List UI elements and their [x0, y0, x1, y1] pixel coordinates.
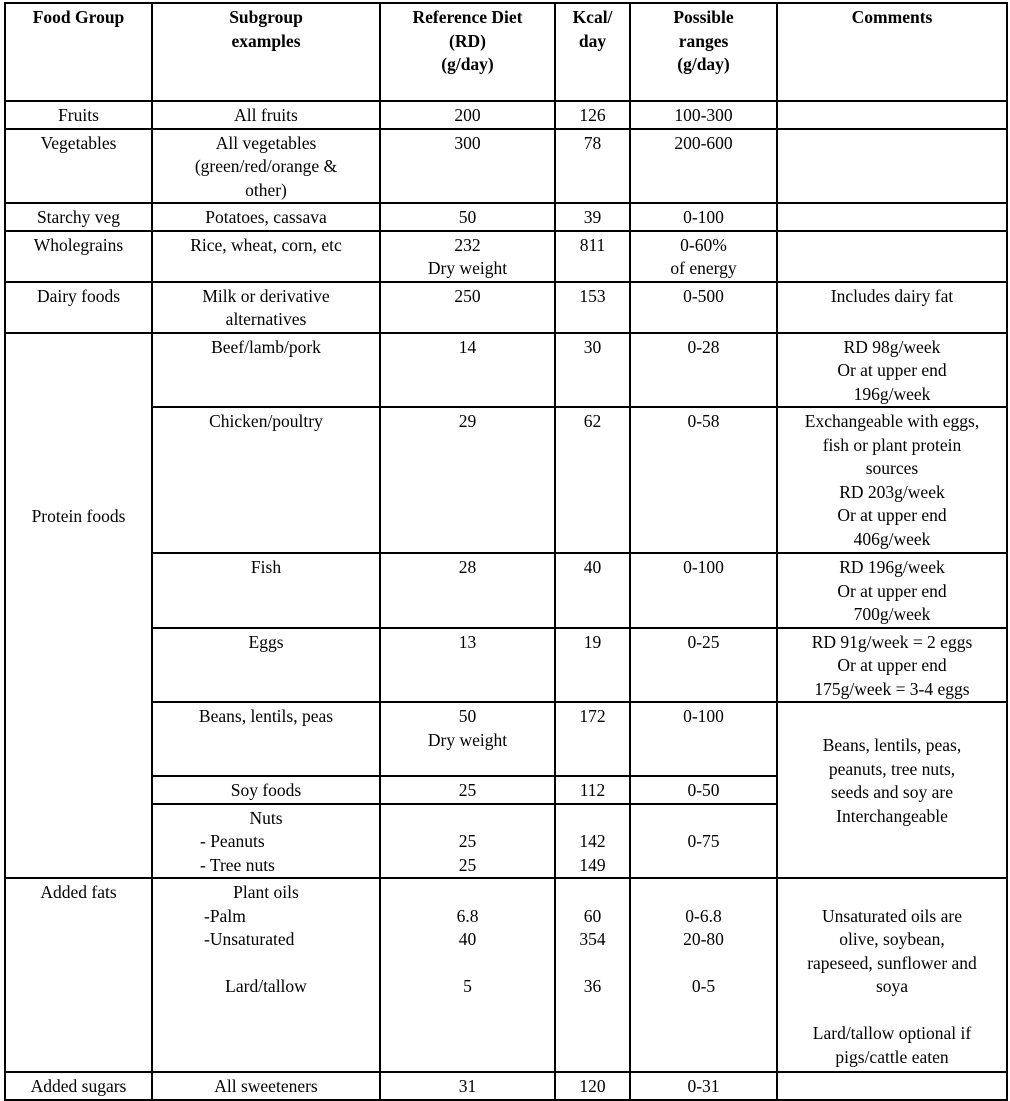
table-row	[5, 333, 1007, 408]
range-cell: 0-60% of energy	[630, 231, 777, 282]
subgroup-cell: Soy foods	[152, 776, 380, 804]
subgroup-cell: All fruits	[152, 101, 380, 129]
rd-cell: 29	[380, 407, 555, 553]
range-cell: 0-58	[630, 407, 777, 553]
rd-cell: 200	[380, 101, 555, 129]
range-cell: 0-6.8 20-80 0-5	[630, 878, 777, 1072]
range-cell: 0-100	[630, 553, 777, 628]
food-group-cell: Wholegrains	[5, 231, 152, 282]
comment-cell: Unsaturated oils are olive, soybean, rapeseed, sunflower and soya Lard/tallow optional if pigs/cattle eaten	[777, 878, 1007, 1072]
food-group-cell: Added sugars	[5, 1072, 152, 1100]
food-group-cell-protein: Protein foods	[5, 333, 152, 879]
table-row	[5, 1072, 1007, 1100]
range-cell: 200-600	[630, 129, 777, 204]
range-cell: 0-50	[630, 776, 777, 804]
rd-cell: 14	[380, 333, 555, 408]
rd-cell: 250	[380, 282, 555, 333]
comment-cell: RD 196g/week Or at upper end 700g/week	[777, 553, 1007, 628]
subgroup-cell: Milk or derivative alternatives	[152, 282, 380, 333]
table-row	[5, 407, 1007, 553]
table-row	[5, 101, 1007, 129]
rd-cell: 28	[380, 553, 555, 628]
range-cell: 0-31	[630, 1072, 777, 1100]
subgroup-cell: Fish	[152, 553, 380, 628]
kcal-cell: 62	[555, 407, 630, 553]
food-group-cell: Starchy veg	[5, 203, 152, 231]
rd-cell: 13	[380, 628, 555, 703]
kcal-cell: 811	[555, 231, 630, 282]
header-ranges: Possible ranges (g/day)	[630, 3, 777, 101]
kcal-cell: 172	[555, 702, 630, 776]
range-cell: 100-300	[630, 101, 777, 129]
subgroup-cell: Nuts - Peanuts - Tree nuts	[152, 804, 380, 879]
rd-cell: 25	[380, 776, 555, 804]
header-subgroup: Subgroup examples	[152, 3, 380, 101]
kcal-cell: 30	[555, 333, 630, 408]
table-row	[5, 878, 1007, 1072]
reference-diet-table	[4, 2, 1008, 1101]
rd-cell: 6.8 40 5	[380, 878, 555, 1072]
header-rd: Reference Diet (RD) (g/day)	[380, 3, 555, 101]
rd-cell: 232 Dry weight	[380, 231, 555, 282]
kcal-cell: 126	[555, 101, 630, 129]
header-comments: Comments	[777, 3, 1007, 101]
table-row	[5, 203, 1007, 231]
kcal-cell: 19	[555, 628, 630, 703]
subgroup-cell: Plant oils -Palm -Unsaturated Lard/tallow	[152, 878, 380, 1072]
subgroup-cell: Beans, lentils, peas	[152, 702, 380, 776]
rd-cell: 31	[380, 1072, 555, 1100]
range-cell: 0-28	[630, 333, 777, 408]
subgroup-cell: Eggs	[152, 628, 380, 703]
food-group-cell: Dairy foods	[5, 282, 152, 333]
kcal-cell: 142 149	[555, 804, 630, 879]
header-food-group: Food Group	[5, 3, 152, 101]
range-cell: 0-25	[630, 628, 777, 703]
comment-cell	[777, 203, 1007, 231]
subgroup-cell: All sweeteners	[152, 1072, 380, 1100]
rd-cell: 300	[380, 129, 555, 204]
table-row	[5, 231, 1007, 282]
range-cell: 0-100	[630, 702, 777, 776]
kcal-cell: 39	[555, 203, 630, 231]
table-row	[5, 553, 1007, 628]
comment-cell: Includes dairy fat	[777, 282, 1007, 333]
subgroup-cell: All vegetables (green/red/orange & other)	[152, 129, 380, 204]
food-group-cell: Vegetables	[5, 129, 152, 204]
food-group-cell: Fruits	[5, 101, 152, 129]
comment-cell	[777, 101, 1007, 129]
food-group-cell: Added fats	[5, 878, 152, 1072]
comment-cell-legumes: Beans, lentils, peas, peanuts, tree nuts, seeds and soy are Interchangeable	[777, 702, 1007, 878]
kcal-cell: 153	[555, 282, 630, 333]
kcal-cell: 40	[555, 553, 630, 628]
header-kcal: Kcal/ day	[555, 3, 630, 101]
subgroup-cell: Beef/lamb/pork	[152, 333, 380, 408]
comment-cell: RD 91g/week = 2 eggs Or at upper end 175g/week = 3-4 eggs	[777, 628, 1007, 703]
range-cell: 0-500	[630, 282, 777, 333]
subgroup-cell: Chicken/poultry	[152, 407, 380, 553]
kcal-cell: 112	[555, 776, 630, 804]
subgroup-cell: Potatoes, cassava	[152, 203, 380, 231]
header-row	[5, 3, 1007, 101]
kcal-cell: 60 354 36	[555, 878, 630, 1072]
rd-cell: 50	[380, 203, 555, 231]
subgroup-cell: Rice, wheat, corn, etc	[152, 231, 380, 282]
table-row	[5, 129, 1007, 204]
comment-cell	[777, 231, 1007, 282]
rd-cell: 25 25	[380, 804, 555, 879]
comment-cell	[777, 1072, 1007, 1100]
range-cell: 0-100	[630, 203, 777, 231]
comment-cell: RD 98g/week Or at upper end 196g/week	[777, 333, 1007, 408]
table-row	[5, 282, 1007, 333]
table-row	[5, 702, 1007, 776]
kcal-cell: 120	[555, 1072, 630, 1100]
kcal-cell: 78	[555, 129, 630, 204]
range-cell: 0-75	[630, 804, 777, 879]
comment-cell	[777, 129, 1007, 204]
table-row	[5, 628, 1007, 703]
comment-cell: Exchangeable with eggs, fish or plant protein sources RD 203g/week Or at upper end 406g/week	[777, 407, 1007, 553]
rd-cell: 50 Dry weight	[380, 702, 555, 776]
